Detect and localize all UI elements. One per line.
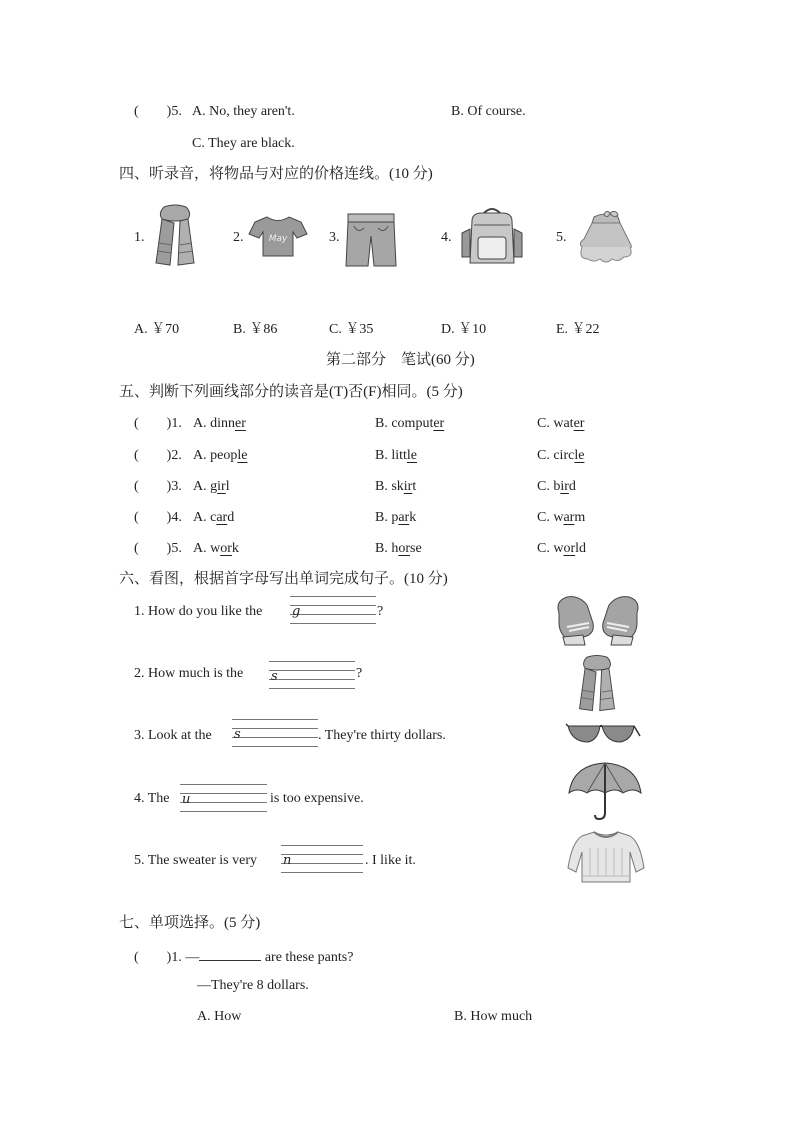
sec6-s2-initial-letter: s — [271, 669, 278, 684]
price-b: B. ￥86 — [233, 322, 278, 337]
section-4-title: 四、听录音，将物品与对应的价格连线。(10 分) — [119, 166, 433, 182]
sec7-q1-dash: — — [185, 950, 200, 965]
section-7-title: 七、单项选择。(5 分) — [119, 915, 261, 931]
sec5-q5-number: ( )5. — [134, 541, 182, 556]
sec7-q1-option-a: A. How — [197, 1009, 242, 1024]
scarf-picture — [150, 203, 200, 267]
shorts-picture — [344, 212, 398, 268]
sec6-s2-answer-lines[interactable] — [269, 661, 355, 689]
sec6-s5-initial-letter: n — [283, 853, 292, 868]
sunglasses-picture — [566, 722, 642, 746]
sec6-s3-initial-letter: s — [234, 727, 241, 742]
sec5-q1-option-a: A. dinner — [193, 416, 246, 431]
sec6-s4-answer-lines[interactable] — [180, 784, 267, 812]
sec5-q3-option-a: A. girl — [193, 479, 230, 494]
sec5-q4-option-b: B. park — [375, 510, 417, 525]
price-a: A. ￥70 — [134, 322, 180, 337]
sec7-q1-option-b: B. How much — [454, 1009, 533, 1024]
sec5-q3-number: ( )3. — [134, 479, 182, 494]
item-number-2: 2. — [233, 230, 244, 245]
sec7-q1-reply: —They're 8 dollars. — [197, 978, 309, 993]
sec5-q5-option-a: A. work — [193, 541, 239, 556]
sec6-s5-answer-lines[interactable] — [281, 845, 363, 873]
sec7-q1-question-tail: are these pants? — [264, 950, 354, 965]
sec6-s1-suffix: ? — [377, 604, 384, 619]
sec7-q1-number: ( )1. — [134, 950, 182, 965]
price-c: C. ￥35 — [329, 322, 374, 337]
sec5-q2-option-b: B. little — [375, 448, 418, 463]
sec6-s3-prefix: 3. Look at the — [134, 728, 212, 743]
price-e: E. ￥22 — [556, 322, 600, 337]
item-number-1: 1. — [134, 230, 145, 245]
sec5-q1-option-c: C. water — [537, 416, 585, 431]
sec5-q5-option-c: C. world — [537, 541, 587, 556]
section-5-title: 五、判断下列画线部分的读音是(T)否(F)相同。(5 分) — [119, 384, 463, 400]
sec6-s5-prefix: 5. The sweater is very — [134, 853, 257, 868]
sec5-q1-option-b: B. computer — [375, 416, 445, 431]
scarf-picture-2 — [574, 653, 620, 713]
part-2-heading: 第二部分 笔试(60 分) — [326, 352, 475, 368]
sec5-q3-option-c: C. bird — [537, 479, 576, 494]
skirt-picture — [574, 209, 638, 267]
sec5-q4-option-a: A. card — [193, 510, 235, 525]
sec6-s2-prefix: 2. How much is the — [134, 666, 244, 681]
umbrella-picture — [567, 761, 643, 821]
sec6-s3-suffix: . They're thirty dollars. — [318, 728, 446, 743]
sec6-s1-answer-lines[interactable] — [290, 596, 376, 624]
section-6-title: 六、看图，根据首字母写出单词完成句子。(10 分) — [119, 571, 448, 587]
sec6-s4-prefix: 4. The — [134, 791, 170, 806]
t-shirt-text: May — [268, 234, 288, 244]
sec6-s4-initial-letter: u — [182, 792, 191, 807]
sec6-s1-prefix: 1. How do you like the — [134, 604, 263, 619]
sec6-s4-suffix: is too expensive. — [270, 791, 364, 806]
sweater-picture — [566, 828, 646, 886]
sec5-q2-option-a: A. people — [193, 448, 248, 463]
sec6-s5-suffix: . I like it. — [365, 853, 416, 868]
sec7-q1-line — [134, 948, 353, 965]
sec5-q1-number: ( )1. — [134, 416, 182, 431]
backpack-picture — [458, 205, 526, 267]
sec6-s3-answer-lines[interactable] — [232, 719, 318, 747]
sec6-s2-suffix: ? — [356, 666, 363, 681]
price-d: D. ￥10 — [441, 322, 487, 337]
sec5-q3-option-b: B. skirt — [375, 479, 417, 494]
q-prev-5-number: ( )5. — [134, 104, 182, 119]
item-number-4: 4. — [441, 230, 452, 245]
sec5-q4-number: ( )4. — [134, 510, 182, 525]
t-shirt-picture — [247, 214, 309, 258]
item-number-5: 5. — [556, 230, 567, 245]
gloves-picture — [553, 593, 643, 647]
q-prev-5-option-a: A. No, they aren't. — [192, 104, 295, 119]
sec5-q2-option-c: C. circle — [537, 448, 585, 463]
q-prev-5-option-c: C. They are black. — [192, 136, 295, 151]
sec7-q1-blank[interactable] — [199, 948, 261, 961]
sec6-s1-initial-letter: g — [292, 604, 301, 619]
sec5-q4-option-c: C. warm — [537, 510, 586, 525]
item-number-3: 3. — [329, 230, 340, 245]
sec5-q5-option-b: B. horse — [375, 541, 422, 556]
sec5-q2-number: ( )2. — [134, 448, 182, 463]
q-prev-5-option-b: B. Of course. — [451, 104, 526, 119]
